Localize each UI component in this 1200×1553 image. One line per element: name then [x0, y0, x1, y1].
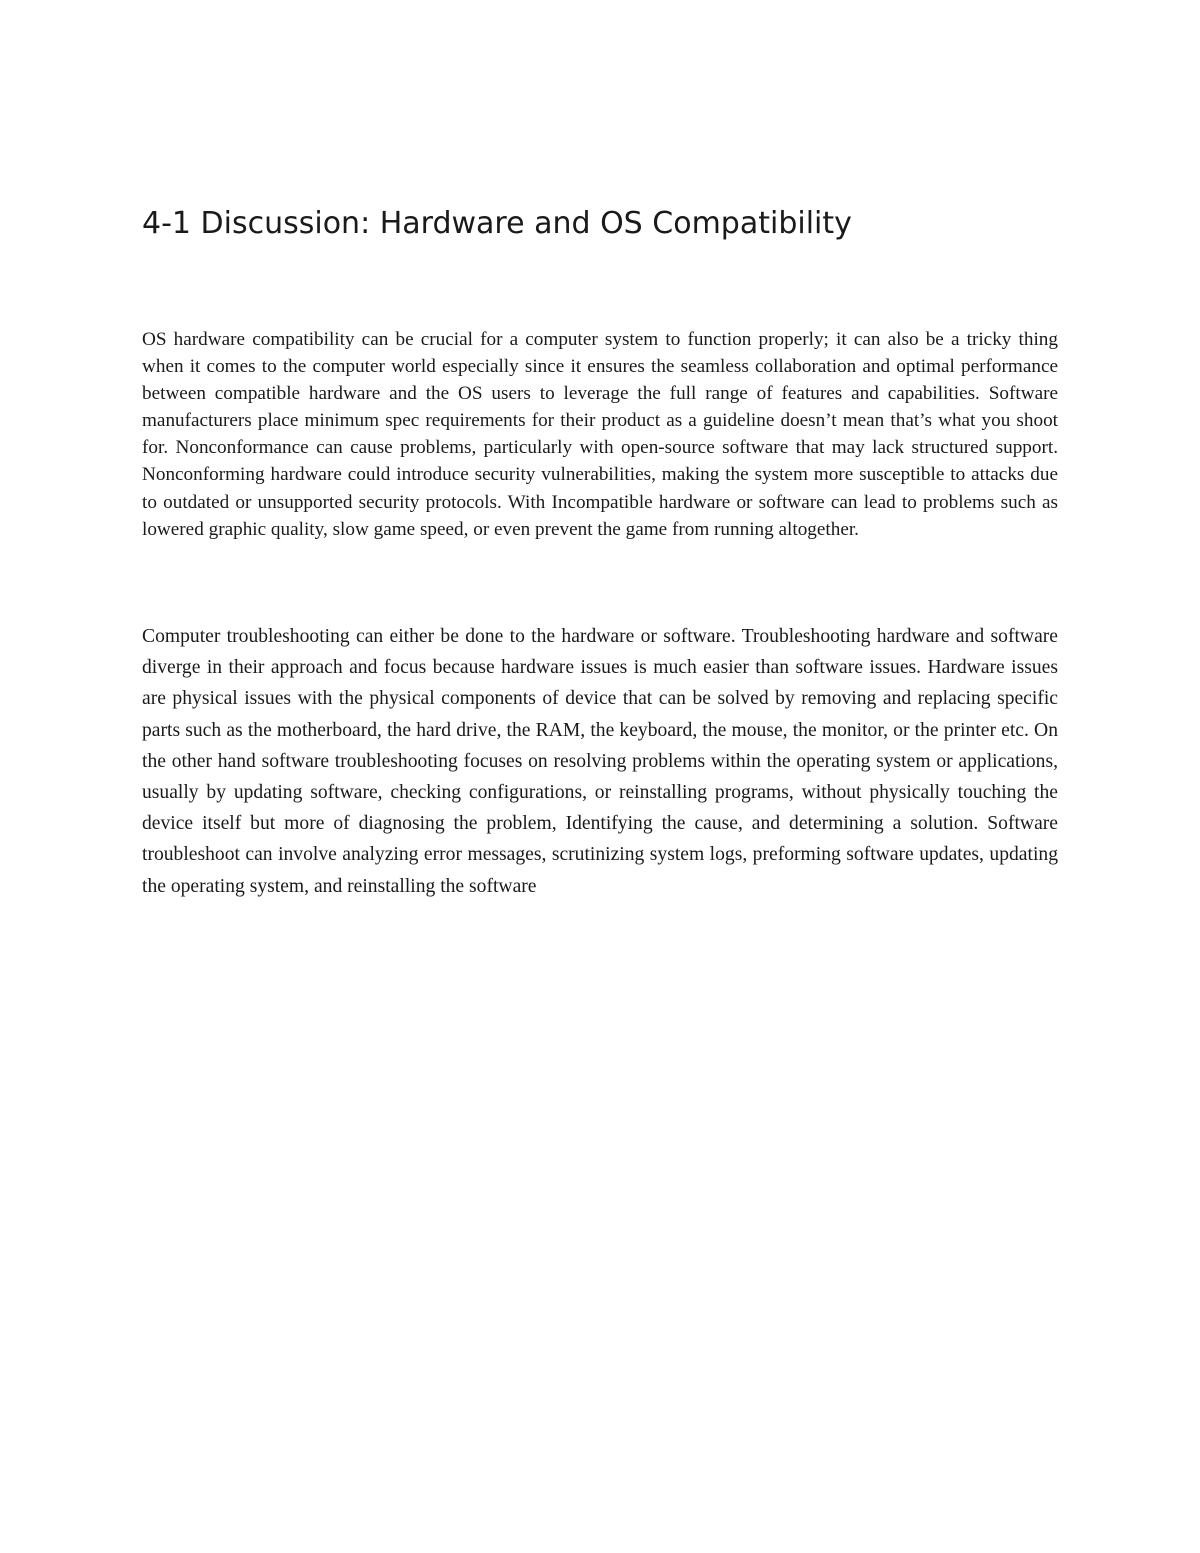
document-title: 4-1 Discussion: Hardware and OS Compatibility	[142, 206, 852, 241]
paragraph-compatibility: OS hardware compatibility can be crucial for a computer system to function properly; it can also be a tricky thing when it comes to the computer world especially since it ensures the seamless collaboration and optimal performance between compatible hardware and the OS users to leverage the full range of features and capabilities. Software manufacturers place minimum spec requirements for their product as a guideline doesn’t mean that’s what you shoot for. Nonconformance can cause problems, particularly with open-source software that may lack structured support. Nonconforming hardware could introduce security vulnerabilities, making the system more susceptible to attacks due to outdated or unsupported security protocols. With Incompatible hardware or software can lead to problems such as lowered graphic quality, slow game speed, or even prevent the game from running altogether.	[142, 329, 1058, 540]
paragraph-troubleshooting: Computer troubleshooting can either be done to the hardware or software. Troubleshooting hardware and software diverge in their approach and focus because hardware issues is much easier than software issues. Hardware issues are physical issues with the physical components of device that can be solved by removing and replacing specific parts such as the motherboard, the hard drive, the RAM, the keyboard, the mouse, the monitor, or the printer etc. On the other hand software troubleshooting focuses on resolving problems within the operating system or applications, usually by updating software, checking configurations, or reinstalling programs, without physically touching the device itself but more of diagnosing the problem, Identifying the cause, and determining a solution. Software troubleshoot can involve analyzing error messages, scrutinizing system logs, preforming software updates, updating the operating system, and reinstalling the software	[142, 626, 1058, 897]
